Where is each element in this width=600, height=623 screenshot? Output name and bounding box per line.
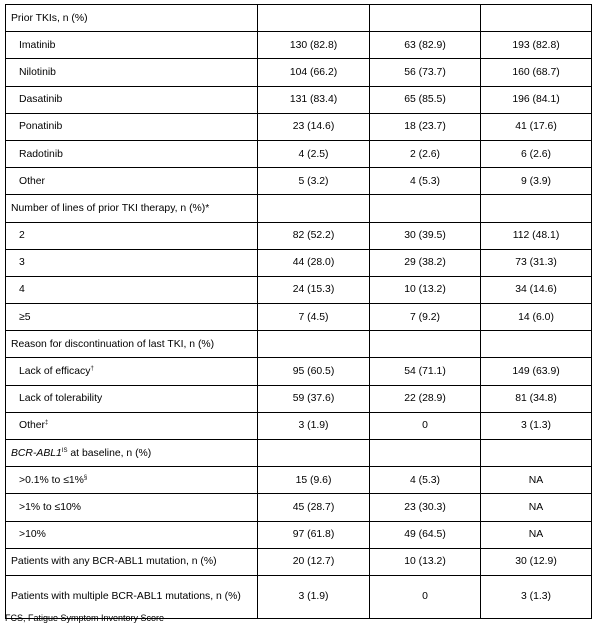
- cell-col1: 4 (2.5): [258, 140, 370, 167]
- cell-col1: 104 (66.2): [258, 59, 370, 86]
- cell-col3: 3 (1.3): [481, 412, 592, 439]
- cell-col2: [370, 195, 481, 222]
- table-row: [6, 467, 592, 494]
- row-label: Patients with multiple BCR-ABL1 mutations, n (%): [6, 575, 258, 618]
- cell-col2: 10 (13.2): [370, 548, 481, 575]
- cell-col3: 112 (48.1): [481, 222, 592, 249]
- cell-col1: 3 (1.9): [258, 575, 370, 618]
- cell-col2: [370, 5, 481, 32]
- row-label: Reason for discontinuation of last TKI, n (%): [6, 331, 258, 358]
- cell-col2: 4 (5.3): [370, 467, 481, 494]
- section-row: [6, 331, 592, 358]
- cell-col3: 9 (3.9): [481, 168, 592, 195]
- cell-col1: 20 (12.7): [258, 548, 370, 575]
- table-row: [6, 168, 592, 195]
- cell-col1: 7 (4.5): [258, 304, 370, 331]
- cell-col2: 2 (2.6): [370, 140, 481, 167]
- row-label-text: Lack of efficacy: [19, 366, 91, 378]
- cell-col2: 4 (5.3): [370, 168, 481, 195]
- row-label: Patients with any BCR-ABL1 mutation, n (%): [6, 548, 258, 575]
- row-label: Imatinib: [6, 32, 258, 59]
- cell-col2: 63 (82.9): [370, 32, 481, 59]
- cell-col1: 130 (82.8): [258, 32, 370, 59]
- cell-col3: 196 (84.1): [481, 86, 592, 113]
- table-row: [6, 575, 592, 618]
- cell-col2: 0: [370, 575, 481, 618]
- cell-col2: 29 (38.2): [370, 249, 481, 276]
- cell-col3: 193 (82.8): [481, 32, 592, 59]
- section-row: [6, 195, 592, 222]
- row-label: >10%: [6, 521, 258, 548]
- row-label: Number of lines of prior TKI therapy, n (%)*: [6, 195, 258, 222]
- row-label-text: Other: [19, 420, 45, 432]
- cell-col3: [481, 440, 592, 467]
- cell-col1: 44 (28.0): [258, 249, 370, 276]
- cell-col1: 3 (1.9): [258, 412, 370, 439]
- cell-col1: 24 (15.3): [258, 276, 370, 303]
- table-row: [6, 222, 592, 249]
- row-label: Dasatinib: [6, 86, 258, 113]
- cell-col3: NA: [481, 494, 592, 521]
- row-label: Lack of tolerability: [6, 385, 258, 412]
- table-row: [6, 86, 592, 113]
- table-row: [6, 521, 592, 548]
- row-label: Prior TKIs, n (%): [6, 5, 258, 32]
- table-row: [6, 140, 592, 167]
- cell-col2: [370, 331, 481, 358]
- cell-col3: 160 (68.7): [481, 59, 592, 86]
- cell-col3: 6 (2.6): [481, 140, 592, 167]
- footnote-mark: §: [83, 474, 88, 481]
- section-row: [6, 440, 592, 467]
- row-label: 2: [6, 222, 258, 249]
- row-label: [6, 467, 258, 494]
- row-label: ≥5: [6, 304, 258, 331]
- cell-col1: [258, 331, 370, 358]
- cell-col3: [481, 5, 592, 32]
- cell-col3: 81 (34.8): [481, 385, 592, 412]
- cell-col3: [481, 331, 592, 358]
- cell-col2: 18 (23.7): [370, 113, 481, 140]
- cell-col2: 7 (9.2): [370, 304, 481, 331]
- cell-col2: 30 (39.5): [370, 222, 481, 249]
- cell-col3: NA: [481, 467, 592, 494]
- footnote-mark: IS: [61, 447, 68, 454]
- table-row: [6, 113, 592, 140]
- table-row: [6, 494, 592, 521]
- row-label-rest: at baseline, n (%): [67, 447, 152, 459]
- table-row: [6, 358, 592, 385]
- row-label: >1% to ≤10%: [6, 494, 258, 521]
- table-row: [6, 32, 592, 59]
- cell-col2: 54 (71.1): [370, 358, 481, 385]
- cell-col3: 3 (1.3): [481, 575, 592, 618]
- cell-col2: 49 (64.5): [370, 521, 481, 548]
- footnote-mark: †: [90, 366, 94, 373]
- cell-col1: [258, 5, 370, 32]
- cell-col3: NA: [481, 521, 592, 548]
- table-row: [6, 548, 592, 575]
- table-footnote: FCS, Fatigue Symptom Inventory Score: [5, 613, 165, 623]
- row-label: [6, 412, 258, 439]
- row-label: Radotinib: [6, 140, 258, 167]
- row-label: 4: [6, 276, 258, 303]
- row-label: [6, 440, 258, 467]
- table-row: [6, 59, 592, 86]
- table-row: [6, 385, 592, 412]
- table-row: [6, 276, 592, 303]
- row-label: Nilotinib: [6, 59, 258, 86]
- section-row: [6, 5, 592, 32]
- cell-col1: [258, 195, 370, 222]
- row-label: [6, 358, 258, 385]
- cell-col1: 97 (61.8): [258, 521, 370, 548]
- cell-col3: 30 (12.9): [481, 548, 592, 575]
- cell-col1: 23 (14.6): [258, 113, 370, 140]
- row-label: Other: [6, 168, 258, 195]
- row-label-italic: BCR-ABL1: [11, 447, 62, 459]
- cell-col3: 34 (14.6): [481, 276, 592, 303]
- row-label: 3: [6, 249, 258, 276]
- row-label-text: >0.1% to ≤1%: [19, 474, 84, 486]
- cell-col1: [258, 440, 370, 467]
- cell-col1: 59 (37.6): [258, 385, 370, 412]
- cell-col3: 149 (63.9): [481, 358, 592, 385]
- cell-col2: [370, 440, 481, 467]
- cell-col2: 56 (73.7): [370, 59, 481, 86]
- cell-col2: 65 (85.5): [370, 86, 481, 113]
- cell-col3: 41 (17.6): [481, 113, 592, 140]
- cell-col1: 5 (3.2): [258, 168, 370, 195]
- cell-col2: 22 (28.9): [370, 385, 481, 412]
- cell-col1: 15 (9.6): [258, 467, 370, 494]
- cell-col2: 10 (13.2): [370, 276, 481, 303]
- cell-col1: 45 (28.7): [258, 494, 370, 521]
- cell-col1: 131 (83.4): [258, 86, 370, 113]
- cell-col3: 14 (6.0): [481, 304, 592, 331]
- baseline-characteristics-table: [5, 4, 592, 619]
- row-label: Ponatinib: [6, 113, 258, 140]
- table-row: [6, 249, 592, 276]
- table-row: [6, 304, 592, 331]
- footnote-mark: ‡: [45, 420, 49, 427]
- cell-col3: [481, 195, 592, 222]
- cell-col2: 23 (30.3): [370, 494, 481, 521]
- cell-col1: 82 (52.2): [258, 222, 370, 249]
- table-row: [6, 412, 592, 439]
- cell-col3: 73 (31.3): [481, 249, 592, 276]
- cell-col2: 0: [370, 412, 481, 439]
- cell-col1: 95 (60.5): [258, 358, 370, 385]
